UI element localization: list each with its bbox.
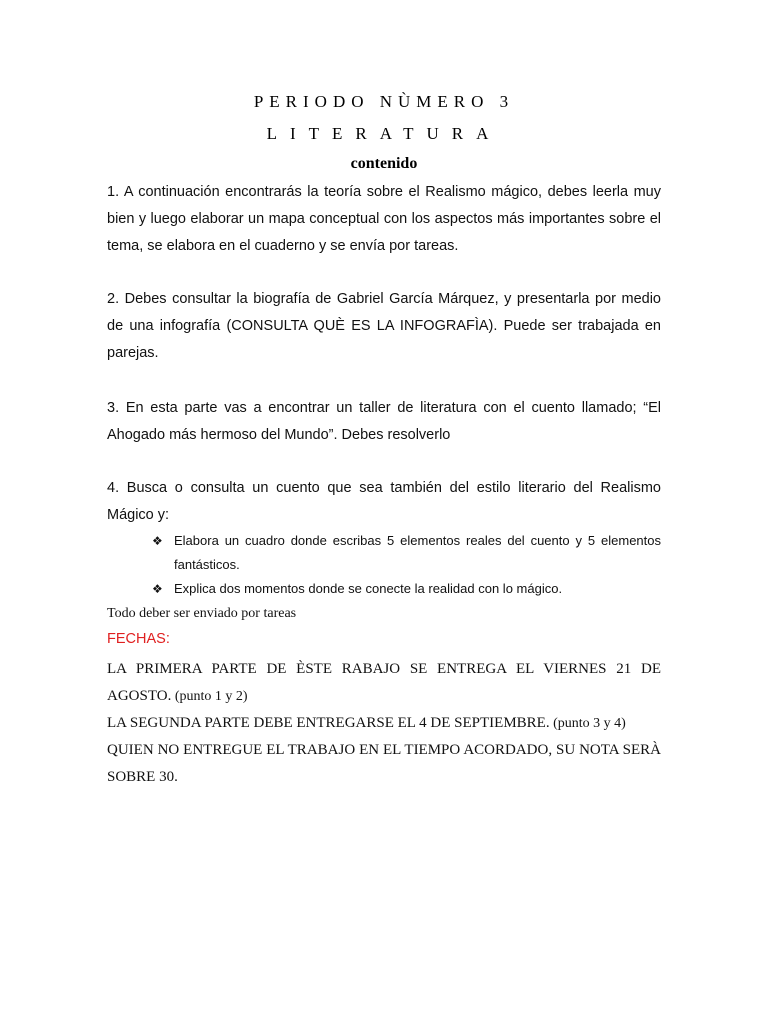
deadline-1-points: (punto 1 y 2) [171,689,248,704]
deadline-1-text: LA PRIMERA PARTE DE ÈSTE RABAJO SE ENTREGA EL VIERNES 21 DE AGOSTO. [107,661,661,704]
dates-heading [107,630,661,648]
deadline-2-text: LA SEGUNDA PARTE DEBE ENTREGARSE EL 4 DE SEPTIEMBRE. [107,715,550,731]
deadline-2-points: (punto 3 y 4) [549,716,626,731]
diamond-bullet-icon: ❖ [152,582,163,596]
instruction-2: 2. Debes consultar la biografía de Gabriel García Márquez, y presentarla por medio de una infografía (CONSULTA QUÈ ES LA INFOGRAFÌA). Puede ser trabajada en parejas. [107,291,661,361]
diamond-bullet-icon: ❖ [152,534,163,548]
bullet-list [152,529,661,601]
submission-note: Todo deber ser enviado por tareas [107,606,297,621]
bullet-text: Explica dos momentos donde se conecte la realidad con lo mágico. [174,581,563,596]
deadline-1 [107,656,661,710]
bullet-text: Elabora un cuadro donde escribas 5 elementos reales del cuento y 5 elementos fantásticos. [174,533,661,572]
subject-title: LITERATURA [266,124,502,143]
period-title: PERIODO NÙMERO 3 [253,92,515,111]
deadline-2 [107,710,661,737]
instruction-3: 3. En esta parte vas a encontrar un taller de literatura con el cuento llamado; “El Ahogado más hermoso del Mundo”. Debes resolverlo [107,400,661,443]
bullet-item [152,577,661,601]
bullet-item [152,529,661,577]
instruction-1: 1. A continuación encontrarás la teoría sobre el Realismo mágico, debes leerla muy bien y luego elaborar un mapa conceptual con los aspectos más importantes sobre el tema, se elabora en el cuaderno y se envía por tareas. [107,184,661,254]
late-policy: QUIEN NO ENTREGUE EL TRABAJO EN EL TIEMPO ACORDADO, SU NOTA SERÀ SOBRE 30. [107,742,661,785]
content-heading: contenido [350,155,418,172]
dates-label: FECHAS: [107,631,170,647]
instruction-4: 4. Busca o consulta un cuento que sea también del estilo literario del Realismo Mágico y: [107,480,661,523]
